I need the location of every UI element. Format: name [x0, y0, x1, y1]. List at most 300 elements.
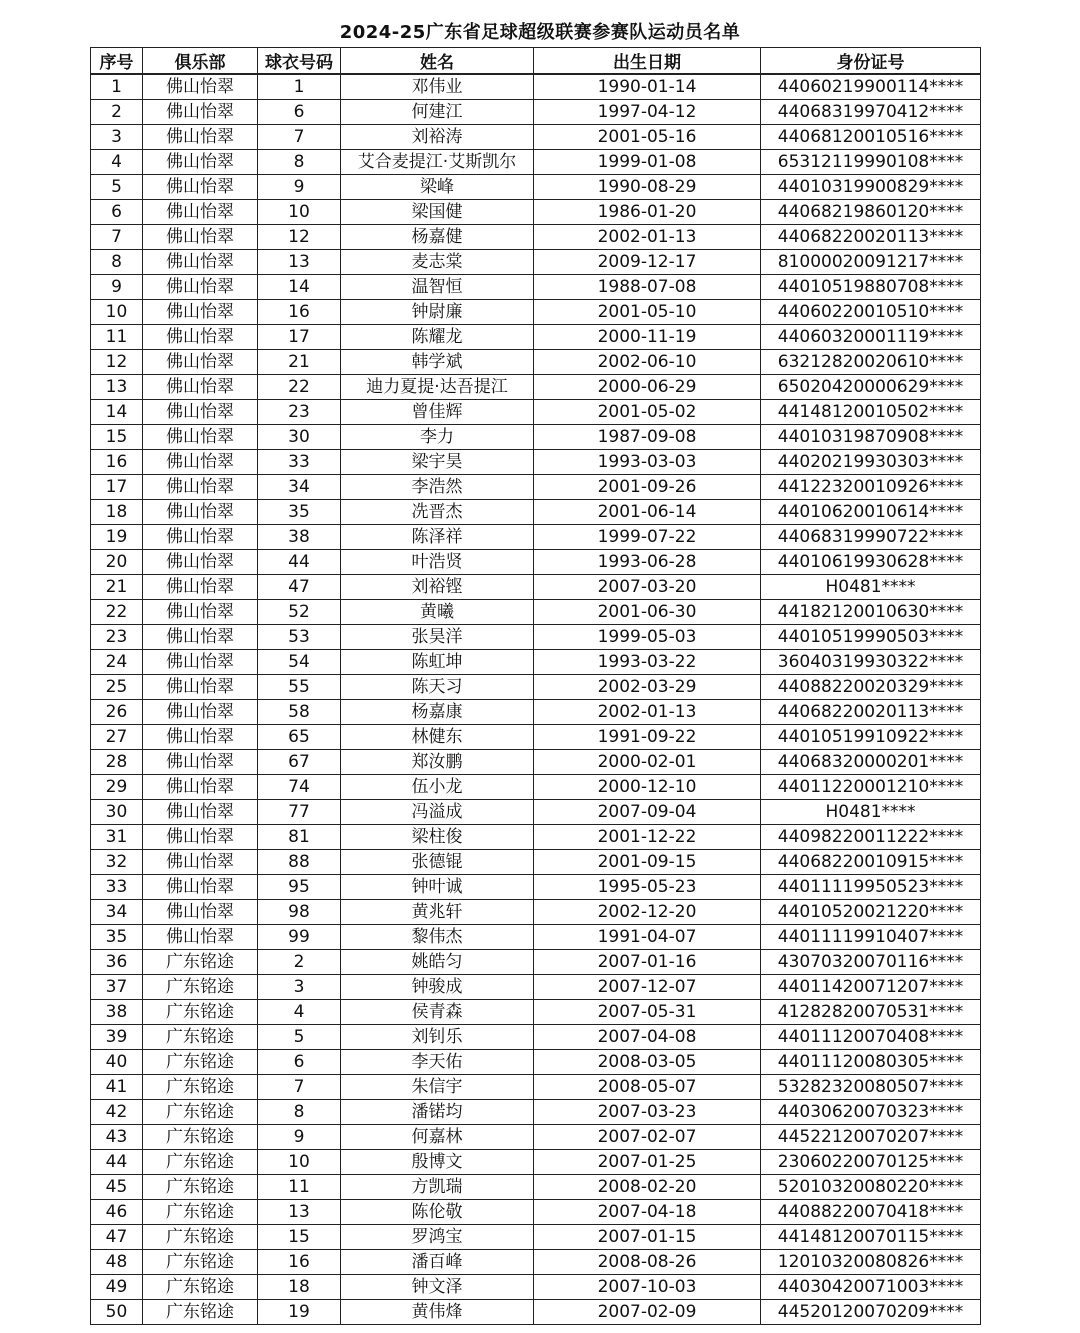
cell-name: 梁峰 — [341, 175, 534, 200]
table-row — [91, 750, 981, 775]
cell-name: 侯青森 — [341, 1000, 534, 1025]
cell-jersey-number: 33 — [258, 450, 341, 475]
cell-id-number: 44148120010502**** — [761, 400, 981, 425]
cell-name: 钟骏成 — [341, 975, 534, 1000]
cell-jersey-number: 38 — [258, 525, 341, 550]
cell-birth-date: 2002-03-29 — [534, 675, 761, 700]
cell-club: 佛山怡翠 — [143, 250, 258, 275]
cell-birth-date: 2007-10-03 — [534, 1275, 761, 1300]
cell-club: 佛山怡翠 — [143, 425, 258, 450]
cell-id-number: 44060320001119**** — [761, 325, 981, 350]
cell-jersey-number: 99 — [258, 925, 341, 950]
cell-name: 陈泽祥 — [341, 525, 534, 550]
cell-birth-date: 1995-05-23 — [534, 875, 761, 900]
cell-id-number: 44182120010630**** — [761, 600, 981, 625]
cell-jersey-number: 15 — [258, 1225, 341, 1250]
cell-index: 6 — [91, 200, 143, 225]
cell-jersey-number: 30 — [258, 425, 341, 450]
cell-index: 14 — [91, 400, 143, 425]
cell-birth-date: 1990-01-14 — [534, 74, 761, 100]
cell-index: 39 — [91, 1025, 143, 1050]
cell-birth-date: 1993-03-03 — [534, 450, 761, 475]
cell-birth-date: 2001-09-15 — [534, 850, 761, 875]
cell-birth-date: 2007-01-15 — [534, 1225, 761, 1250]
table-row — [91, 250, 981, 275]
cell-jersey-number: 8 — [258, 1100, 341, 1125]
cell-name: 李力 — [341, 425, 534, 450]
cell-club: 佛山怡翠 — [143, 475, 258, 500]
cell-jersey-number: 95 — [258, 875, 341, 900]
cell-club: 广东铭途 — [143, 1150, 258, 1175]
cell-birth-date: 2008-02-20 — [534, 1175, 761, 1200]
cell-id-number: 44020219930303**** — [761, 450, 981, 475]
cell-name: 陈天习 — [341, 675, 534, 700]
cell-birth-date: 2000-12-10 — [534, 775, 761, 800]
cell-index: 35 — [91, 925, 143, 950]
cell-jersey-number: 10 — [258, 200, 341, 225]
cell-birth-date: 1987-09-08 — [534, 425, 761, 450]
cell-index: 34 — [91, 900, 143, 925]
cell-index: 27 — [91, 725, 143, 750]
table-row — [91, 575, 981, 600]
cell-jersey-number: 17 — [258, 325, 341, 350]
table-row — [91, 400, 981, 425]
cell-index: 21 — [91, 575, 143, 600]
cell-club: 佛山怡翠 — [143, 350, 258, 375]
cell-birth-date: 2002-12-20 — [534, 900, 761, 925]
table-row — [91, 1200, 981, 1225]
cell-club: 佛山怡翠 — [143, 275, 258, 300]
cell-id-number: 44068319970412**** — [761, 100, 981, 125]
column-header-index: 序号 — [91, 48, 143, 75]
cell-id-number: 44068120010516**** — [761, 125, 981, 150]
cell-club: 佛山怡翠 — [143, 825, 258, 850]
cell-jersey-number: 55 — [258, 675, 341, 700]
cell-birth-date: 2008-08-26 — [534, 1250, 761, 1275]
table-row — [91, 425, 981, 450]
cell-jersey-number: 10 — [258, 1150, 341, 1175]
cell-club: 佛山怡翠 — [143, 200, 258, 225]
cell-id-number: 44520120070209**** — [761, 1300, 981, 1325]
table-row — [91, 875, 981, 900]
cell-id-number: 44122320010926**** — [761, 475, 981, 500]
table-row — [91, 1100, 981, 1125]
cell-id-number: 44068220020113**** — [761, 700, 981, 725]
cell-birth-date: 2007-12-07 — [534, 975, 761, 1000]
cell-index: 4 — [91, 150, 143, 175]
cell-birth-date: 2007-02-07 — [534, 1125, 761, 1150]
cell-id-number: 44068219860120**** — [761, 200, 981, 225]
cell-birth-date: 2002-01-13 — [534, 700, 761, 725]
cell-index: 1 — [91, 74, 143, 100]
column-header-birth-date: 出生日期 — [534, 48, 761, 75]
cell-birth-date: 1990-08-29 — [534, 175, 761, 200]
cell-birth-date: 2007-01-25 — [534, 1150, 761, 1175]
cell-jersey-number: 35 — [258, 500, 341, 525]
column-header-id-number: 身份证号 — [761, 48, 981, 75]
cell-club: 佛山怡翠 — [143, 600, 258, 625]
cell-birth-date: 2000-11-19 — [534, 325, 761, 350]
cell-birth-date: 2002-01-13 — [534, 225, 761, 250]
cell-index: 22 — [91, 600, 143, 625]
cell-id-number: 44060220010510**** — [761, 300, 981, 325]
cell-index: 36 — [91, 950, 143, 975]
table-row — [91, 925, 981, 950]
cell-id-number: 12010320080826**** — [761, 1250, 981, 1275]
cell-index: 20 — [91, 550, 143, 575]
cell-name: 张德锟 — [341, 850, 534, 875]
table-row — [91, 700, 981, 725]
cell-jersey-number: 5 — [258, 1025, 341, 1050]
cell-id-number: 65020420000629**** — [761, 375, 981, 400]
cell-id-number: 63212820020610**** — [761, 350, 981, 375]
table-row — [91, 1025, 981, 1050]
cell-index: 40 — [91, 1050, 143, 1075]
cell-name: 罗鸿宝 — [341, 1225, 534, 1250]
cell-club: 广东铭途 — [143, 1000, 258, 1025]
cell-jersey-number: 98 — [258, 900, 341, 925]
cell-club: 佛山怡翠 — [143, 125, 258, 150]
cell-club: 佛山怡翠 — [143, 325, 258, 350]
cell-name: 温智恒 — [341, 275, 534, 300]
table-row — [91, 550, 981, 575]
cell-name: 迪力夏提·达吾提江 — [341, 375, 534, 400]
cell-club: 佛山怡翠 — [143, 225, 258, 250]
table-row — [91, 275, 981, 300]
cell-index: 47 — [91, 1225, 143, 1250]
cell-id-number: 81000020091217**** — [761, 250, 981, 275]
cell-name: 梁国健 — [341, 200, 534, 225]
table-row — [91, 225, 981, 250]
table-row — [91, 1125, 981, 1150]
cell-index: 42 — [91, 1100, 143, 1125]
cell-id-number: 44088220070418**** — [761, 1200, 981, 1225]
cell-jersey-number: 6 — [258, 100, 341, 125]
cell-club: 佛山怡翠 — [143, 375, 258, 400]
cell-id-number: 44011119910407**** — [761, 925, 981, 950]
cell-name: 艾合麦提江·艾斯凯尔 — [341, 150, 534, 175]
table-row — [91, 1250, 981, 1275]
cell-index: 29 — [91, 775, 143, 800]
table-row — [91, 150, 981, 175]
table-row — [91, 650, 981, 675]
cell-birth-date: 2001-05-16 — [534, 125, 761, 150]
cell-birth-date: 2007-02-09 — [534, 1300, 761, 1325]
cell-name: 潘百峰 — [341, 1250, 534, 1275]
cell-id-number: 44010519880708**** — [761, 275, 981, 300]
cell-jersey-number: 65 — [258, 725, 341, 750]
cell-jersey-number: 23 — [258, 400, 341, 425]
cell-name: 朱信宇 — [341, 1075, 534, 1100]
cell-name: 伍小龙 — [341, 775, 534, 800]
cell-club: 佛山怡翠 — [143, 575, 258, 600]
cell-jersey-number: 47 — [258, 575, 341, 600]
table-header-row — [91, 48, 981, 75]
cell-club: 广东铭途 — [143, 1050, 258, 1075]
cell-jersey-number: 16 — [258, 300, 341, 325]
cell-jersey-number: 14 — [258, 275, 341, 300]
cell-jersey-number: 34 — [258, 475, 341, 500]
cell-birth-date: 2007-05-31 — [534, 1000, 761, 1025]
cell-birth-date: 2007-04-18 — [534, 1200, 761, 1225]
cell-name: 冯溢成 — [341, 800, 534, 825]
cell-index: 45 — [91, 1175, 143, 1200]
cell-id-number: 44011220001210**** — [761, 775, 981, 800]
cell-name: 方凯瑞 — [341, 1175, 534, 1200]
cell-index: 49 — [91, 1275, 143, 1300]
cell-name: 刘裕涛 — [341, 125, 534, 150]
cell-jersey-number: 58 — [258, 700, 341, 725]
cell-jersey-number: 13 — [258, 1200, 341, 1225]
cell-name: 陈耀龙 — [341, 325, 534, 350]
cell-jersey-number: 7 — [258, 125, 341, 150]
cell-club: 佛山怡翠 — [143, 700, 258, 725]
cell-index: 26 — [91, 700, 143, 725]
cell-id-number: 65312119990108**** — [761, 150, 981, 175]
cell-name: 黄伟烽 — [341, 1300, 534, 1325]
cell-birth-date: 2001-09-26 — [534, 475, 761, 500]
table-row — [91, 1175, 981, 1200]
cell-name: 钟尉廉 — [341, 300, 534, 325]
cell-club: 广东铭途 — [143, 1275, 258, 1300]
cell-birth-date: 2008-03-05 — [534, 1050, 761, 1075]
cell-index: 46 — [91, 1200, 143, 1225]
cell-jersey-number: 52 — [258, 600, 341, 625]
cell-club: 佛山怡翠 — [143, 400, 258, 425]
cell-jersey-number: 13 — [258, 250, 341, 275]
cell-index: 19 — [91, 525, 143, 550]
cell-jersey-number: 88 — [258, 850, 341, 875]
cell-birth-date: 1988-07-08 — [534, 275, 761, 300]
table-row — [91, 1225, 981, 1250]
table-row — [91, 175, 981, 200]
cell-birth-date: 2001-12-22 — [534, 825, 761, 850]
cell-id-number: 44060219900114**** — [761, 74, 981, 100]
table-row — [91, 200, 981, 225]
table-row — [91, 1075, 981, 1100]
cell-id-number: 44010319870908**** — [761, 425, 981, 450]
cell-birth-date: 2000-06-29 — [534, 375, 761, 400]
cell-birth-date: 2009-12-17 — [534, 250, 761, 275]
cell-id-number: 44088220020329**** — [761, 675, 981, 700]
cell-club: 佛山怡翠 — [143, 150, 258, 175]
cell-birth-date: 2000-02-01 — [534, 750, 761, 775]
cell-index: 38 — [91, 1000, 143, 1025]
cell-jersey-number: 7 — [258, 1075, 341, 1100]
cell-id-number: 44068319990722**** — [761, 525, 981, 550]
cell-club: 佛山怡翠 — [143, 525, 258, 550]
table-row — [91, 325, 981, 350]
cell-club: 佛山怡翠 — [143, 450, 258, 475]
cell-birth-date: 2002-06-10 — [534, 350, 761, 375]
cell-club: 广东铭途 — [143, 1300, 258, 1325]
cell-id-number: 44522120070207**** — [761, 1125, 981, 1150]
cell-jersey-number: 9 — [258, 1125, 341, 1150]
cell-jersey-number: 4 — [258, 1000, 341, 1025]
cell-club: 佛山怡翠 — [143, 800, 258, 825]
cell-id-number: 44010620010614**** — [761, 500, 981, 525]
cell-club: 佛山怡翠 — [143, 775, 258, 800]
cell-name: 潘锘均 — [341, 1100, 534, 1125]
cell-id-number: 44011120080305**** — [761, 1050, 981, 1075]
cell-name: 梁柱俊 — [341, 825, 534, 850]
cell-club: 佛山怡翠 — [143, 74, 258, 100]
cell-name: 韩学斌 — [341, 350, 534, 375]
cell-club: 佛山怡翠 — [143, 725, 258, 750]
cell-index: 3 — [91, 125, 143, 150]
cell-id-number: 44010619930628**** — [761, 550, 981, 575]
cell-birth-date: 2001-06-14 — [534, 500, 761, 525]
cell-club: 佛山怡翠 — [143, 875, 258, 900]
cell-index: 7 — [91, 225, 143, 250]
cell-id-number: 44011420071207**** — [761, 975, 981, 1000]
cell-index: 2 — [91, 100, 143, 125]
cell-name: 杨嘉康 — [341, 700, 534, 725]
cell-index: 43 — [91, 1125, 143, 1150]
cell-name: 陈伦敬 — [341, 1200, 534, 1225]
table-row — [91, 100, 981, 125]
cell-id-number: H0481**** — [761, 575, 981, 600]
table-row — [91, 675, 981, 700]
cell-club: 佛山怡翠 — [143, 750, 258, 775]
cell-index: 31 — [91, 825, 143, 850]
cell-birth-date: 2001-05-10 — [534, 300, 761, 325]
cell-index: 9 — [91, 275, 143, 300]
table-row — [91, 950, 981, 975]
cell-index: 5 — [91, 175, 143, 200]
cell-club: 佛山怡翠 — [143, 550, 258, 575]
cell-name: 麦志棠 — [341, 250, 534, 275]
cell-name: 冼晋杰 — [341, 500, 534, 525]
cell-name: 陈虹坤 — [341, 650, 534, 675]
cell-jersey-number: 3 — [258, 975, 341, 1000]
cell-index: 41 — [91, 1075, 143, 1100]
cell-name: 黄曦 — [341, 600, 534, 625]
cell-index: 33 — [91, 875, 143, 900]
cell-index: 23 — [91, 625, 143, 650]
cell-index: 44 — [91, 1150, 143, 1175]
cell-club: 佛山怡翠 — [143, 925, 258, 950]
cell-birth-date: 1991-04-07 — [534, 925, 761, 950]
cell-id-number: 44068220020113**** — [761, 225, 981, 250]
cell-name: 钟文泽 — [341, 1275, 534, 1300]
cell-index: 11 — [91, 325, 143, 350]
cell-id-number: 41282820070531**** — [761, 1000, 981, 1025]
table-row — [91, 775, 981, 800]
cell-birth-date: 1997-04-12 — [534, 100, 761, 125]
cell-jersey-number: 21 — [258, 350, 341, 375]
cell-index: 48 — [91, 1250, 143, 1275]
cell-jersey-number: 16 — [258, 1250, 341, 1275]
cell-id-number: 44068320000201**** — [761, 750, 981, 775]
cell-name: 李浩然 — [341, 475, 534, 500]
cell-jersey-number: 11 — [258, 1175, 341, 1200]
cell-id-number: 44011120070408**** — [761, 1025, 981, 1050]
cell-birth-date: 1991-09-22 — [534, 725, 761, 750]
cell-club: 佛山怡翠 — [143, 100, 258, 125]
cell-id-number: 44010520021220**** — [761, 900, 981, 925]
cell-jersey-number: 1 — [258, 74, 341, 100]
cell-club: 佛山怡翠 — [143, 675, 258, 700]
cell-name: 曾佳辉 — [341, 400, 534, 425]
table-row — [91, 1275, 981, 1300]
cell-index: 13 — [91, 375, 143, 400]
cell-club: 广东铭途 — [143, 1075, 258, 1100]
cell-name: 张昊洋 — [341, 625, 534, 650]
column-header-club: 俱乐部 — [143, 48, 258, 75]
cell-name: 黎伟杰 — [341, 925, 534, 950]
cell-jersey-number: 9 — [258, 175, 341, 200]
table-row — [91, 375, 981, 400]
cell-id-number: 44010519910922**** — [761, 725, 981, 750]
cell-name: 林健东 — [341, 725, 534, 750]
cell-birth-date: 1993-06-28 — [534, 550, 761, 575]
cell-name: 刘钊乐 — [341, 1025, 534, 1050]
cell-index: 10 — [91, 300, 143, 325]
table-row — [91, 900, 981, 925]
cell-name: 叶浩贤 — [341, 550, 534, 575]
cell-index: 32 — [91, 850, 143, 875]
cell-jersey-number: 81 — [258, 825, 341, 850]
cell-club: 佛山怡翠 — [143, 850, 258, 875]
cell-birth-date: 2007-03-23 — [534, 1100, 761, 1125]
cell-index: 50 — [91, 1300, 143, 1325]
cell-jersey-number: 19 — [258, 1300, 341, 1325]
cell-club: 广东铭途 — [143, 975, 258, 1000]
cell-birth-date: 1993-03-22 — [534, 650, 761, 675]
cell-id-number: 44068220010915**** — [761, 850, 981, 875]
cell-id-number: 53282320080507**** — [761, 1075, 981, 1100]
cell-birth-date: 1999-07-22 — [534, 525, 761, 550]
cell-index: 24 — [91, 650, 143, 675]
cell-id-number: 52010320080220**** — [761, 1175, 981, 1200]
cell-birth-date: 1999-05-03 — [534, 625, 761, 650]
table-row — [91, 475, 981, 500]
cell-club: 佛山怡翠 — [143, 650, 258, 675]
table-row — [91, 500, 981, 525]
cell-name: 郑汝鹏 — [341, 750, 534, 775]
table-row — [91, 800, 981, 825]
cell-id-number: 44098220011222**** — [761, 825, 981, 850]
cell-club: 广东铭途 — [143, 1225, 258, 1250]
table-row — [91, 825, 981, 850]
table-row — [91, 850, 981, 875]
cell-birth-date: 1999-01-08 — [534, 150, 761, 175]
table-row — [91, 600, 981, 625]
cell-id-number: 43070320070116**** — [761, 950, 981, 975]
cell-name: 何建江 — [341, 100, 534, 125]
cell-birth-date: 2001-06-30 — [534, 600, 761, 625]
cell-club: 广东铭途 — [143, 1125, 258, 1150]
column-header-name: 姓名 — [341, 48, 534, 75]
table-row — [91, 74, 981, 100]
cell-name: 殷博文 — [341, 1150, 534, 1175]
cell-jersey-number: 53 — [258, 625, 341, 650]
cell-club: 广东铭途 — [143, 1025, 258, 1050]
cell-birth-date: 1986-01-20 — [534, 200, 761, 225]
cell-index: 17 — [91, 475, 143, 500]
cell-jersey-number: 44 — [258, 550, 341, 575]
table-row — [91, 125, 981, 150]
cell-index: 25 — [91, 675, 143, 700]
cell-index: 8 — [91, 250, 143, 275]
cell-jersey-number: 8 — [258, 150, 341, 175]
cell-jersey-number: 12 — [258, 225, 341, 250]
table-row — [91, 300, 981, 325]
cell-name: 邓伟业 — [341, 74, 534, 100]
roster-table — [90, 47, 981, 1325]
cell-birth-date: 2007-04-08 — [534, 1025, 761, 1050]
